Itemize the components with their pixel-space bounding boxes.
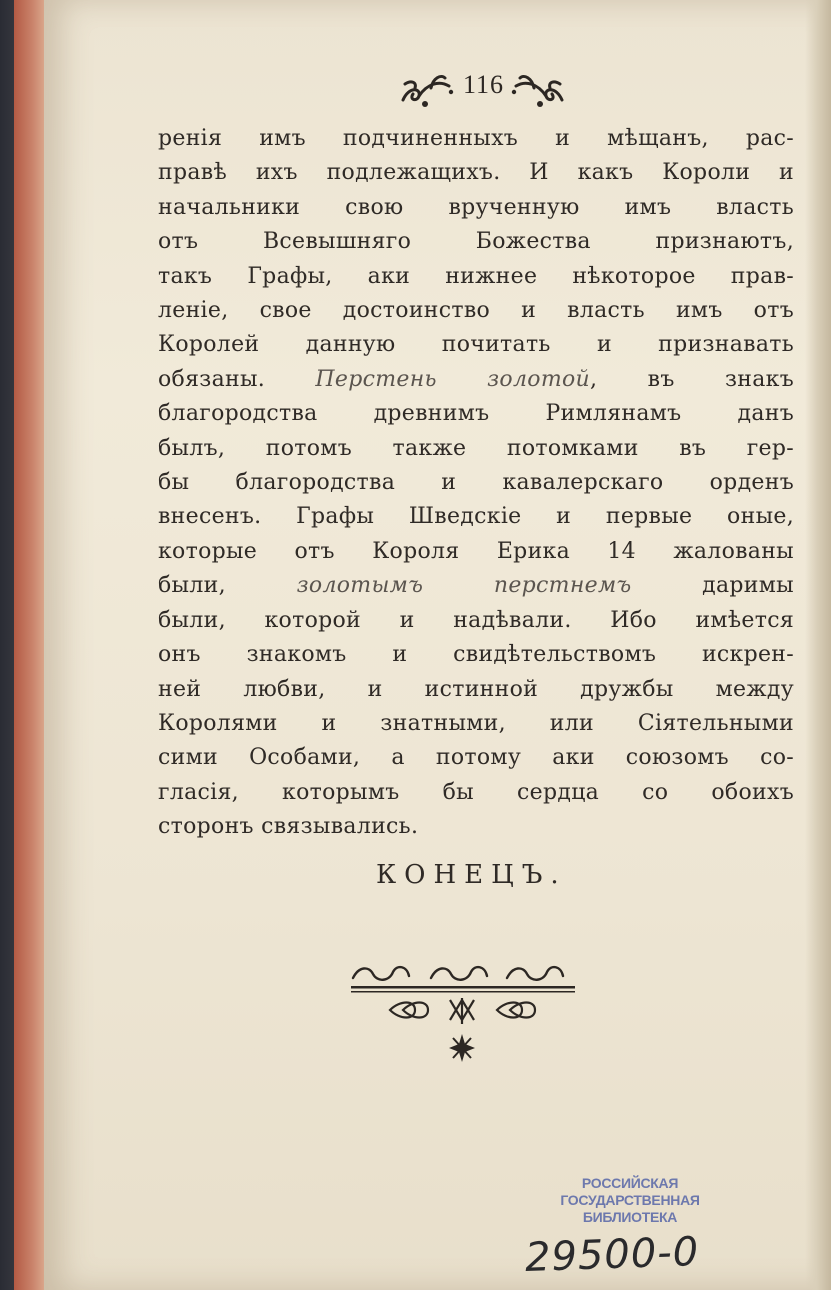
text-segment: обязаны. xyxy=(158,366,316,392)
page-number: 116 xyxy=(463,70,505,99)
italic-phrase: Перстень золотой xyxy=(315,366,590,392)
tailpiece-ornament xyxy=(345,958,580,1070)
text-segment: даримы xyxy=(631,573,794,599)
text-line: благородства древнимъ Римлянамъ данъ xyxy=(158,401,794,427)
page-header xyxy=(395,66,570,114)
tailpiece-ornament-icon xyxy=(345,958,580,1070)
text-line: отъ Всевышняго Божества признаютъ, xyxy=(158,229,794,255)
library-stamp xyxy=(540,1175,720,1226)
text-line: сими Особами, а потому аки союзомъ со- xyxy=(158,745,794,771)
text-segment: были, xyxy=(158,573,297,599)
text-line: правѣ ихъ подлежащихъ. И какъ Короли и xyxy=(158,160,794,186)
text-segment: , въ знакъ xyxy=(590,366,795,392)
text-line: Королями и знатными, или Сіятельными xyxy=(158,710,794,736)
text-line: леніе, свое достоинство и власть имъ отъ xyxy=(158,298,794,324)
text-line: внесенъ. Графы Шведскіе и первые оные, xyxy=(158,504,794,530)
stamp-line: РОССИЙСКАЯ xyxy=(581,1175,679,1191)
text-line: ренія имъ подчиненныхъ и мѣщанъ, рас- xyxy=(158,126,794,151)
body-text xyxy=(158,122,794,845)
closing-title: КОНЕЦЪ. xyxy=(376,860,567,890)
text-line: были, которой и надѣвали. Ибо имѣется xyxy=(158,607,794,633)
stamp-line: БИБЛИОТЕКА xyxy=(582,1209,678,1225)
text-line-with-italic xyxy=(158,363,794,397)
text-line: начальники свою врученную имъ власть xyxy=(158,194,794,220)
text-line: Королей данную почитать и признавать xyxy=(158,332,794,358)
stamp-line: ГОСУДАРСТВЕННАЯ xyxy=(560,1192,700,1208)
text-line: ней любви, и истинной дружбы между xyxy=(158,676,794,702)
text-line: гласія, которымъ бы сердца со обоихъ xyxy=(158,779,794,805)
text-line: былъ, потомъ также потомками въ гер- xyxy=(158,435,794,461)
shelfmark-handwritten: 29500-0 xyxy=(524,1228,700,1282)
page-gutter xyxy=(805,0,831,1290)
text-line-last: сторонъ связывались. xyxy=(158,814,419,840)
text-line: которые отъ Короля Ерика 14 жалованы xyxy=(158,538,794,564)
text-line: бы благородства и кавалерскаго орденъ xyxy=(158,470,794,496)
italic-phrase: золотымъ перстнемъ xyxy=(296,573,632,599)
text-line: такъ Графы, аки нижнее нѣкоторое прав- xyxy=(158,263,794,289)
text-line: онъ знакомъ и свидѣтельствомъ искрен- xyxy=(158,642,794,668)
text-line-with-italic xyxy=(158,569,794,603)
